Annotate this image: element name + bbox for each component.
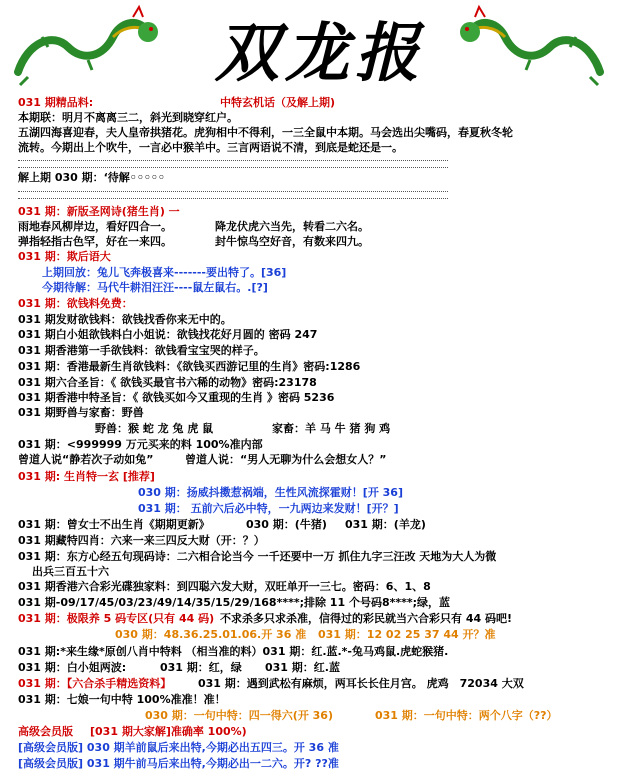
yuqian-line: 031 期白小姐欲钱料白小姐说：欲钱找花好月圆的 密码 247 — [18, 328, 318, 341]
yuqian-line: 031 期六合圣旨：《 欲钱买最官书六稀的动物》密码:23178 — [18, 376, 317, 389]
neibu-line: 031 期：<999999 万元买来的料 100%准内部 — [18, 438, 263, 451]
xiehouyu-last: 上期回放：兔儿飞奔极喜来-------要出特了。[36] — [42, 266, 287, 279]
zeng-label: 031 期：曾女士不出生肖《期期更新》 — [18, 518, 210, 531]
bailiangbo-label: 031 期：白小姐两波: — [18, 661, 127, 674]
line-poem-2: 流转。今期出上个吹牛，一言必中猴羊中。三言两语说不清，到底是蛇还是一。 — [18, 141, 403, 154]
yuqian-line: 031 期香港第一手欲钱料：欲钱看宝宝哭的样子。 — [18, 344, 265, 357]
left-dragon-icon — [8, 2, 158, 92]
xinjing-line: 031 期：东方心经五句现码诗：二六相合论当今 一千还要中一万 抓住九字三汪改 天地为大人为微 — [18, 550, 497, 563]
poem-line-1: 雨地春风柳岸边，看好四合一。 — [18, 220, 172, 233]
yuqian-line: 031 期发财欲钱料：欲钱找香你来无中的。 — [18, 313, 232, 326]
poem-line-4: 封牛惊鸟空好音，有数来四九。 — [215, 235, 369, 248]
section-jingpin-label: 031 期精品料: — [18, 96, 94, 109]
jixian-030: 030 期：48.36.25.01.06.开 36 准 — [115, 628, 307, 641]
right-dragon-icon — [460, 2, 610, 92]
line-jie-shangqi: 解上期 030 期：‘待解◦◦◦◦◦ — [18, 171, 165, 184]
line-couplet: 本期联：明月不离离三二，斜光到晓穿红户。 — [18, 111, 238, 124]
shashou-title: 031 期：【六合杀手精选资料】 — [18, 677, 172, 690]
zengdaoren-1: 曾道人说“静若次子动如兔” — [18, 453, 154, 466]
cangte-line: 031 期藏特四肖：六来一来三四反大财（开：？） — [18, 534, 265, 547]
divider — [18, 191, 448, 199]
divider — [18, 160, 448, 168]
texuan-last: 030 期：扬威抖擞惹祸端，生性风流探霍财！[开 36] — [138, 486, 403, 499]
page-title — [160, 14, 480, 94]
jixian-031: 031 期：12 02 25 37 44 开？准 — [318, 628, 496, 641]
section-texuan-title: 031 期: 生肖特一玄 [推荐] — [18, 470, 155, 483]
xinjing-line-2: 出兵三百五十六 — [32, 565, 109, 578]
bailiangbo-1: 031 期：红，绿 — [160, 661, 242, 674]
poem-line-3: 弹指轻指古色罕，好在一来四。 — [18, 235, 172, 248]
zeng-031: 031 期：(羊龙) — [345, 518, 426, 531]
xiehouyu-current: 今期待解：马代牛耕泪汪汪----鼠左鼠右。.[?] — [42, 281, 268, 294]
zengdaoren-2: 曾道人说：“男人无聊为什么会想女人？” — [185, 453, 387, 466]
texuan-current: 031 期： 五前六后必中特，一九两边来发财！[开？] — [138, 502, 399, 515]
bailiangbo-2: 031 期：红.蓝 — [265, 661, 340, 674]
vip-label: 高级会员版 — [18, 725, 73, 738]
section-yuqian-title: 031 期：欲钱料免费： — [18, 297, 133, 310]
yiju-030: 030 期：一句中特：四一得六(开 36) — [145, 709, 333, 722]
poem-line-2: 降龙伏虎六当先，转看二六名。 — [215, 220, 369, 233]
vip-031: [高级会员版] 031 期牛前马后来出特,今期必出一二六。开? ??准 — [18, 757, 339, 770]
yuqian-line: 031 期香港中特圣旨：《 欲钱买如今又重现的生肖 》密码 5236 — [18, 391, 335, 404]
vip-dajiajie: [031 期大家解]准确率 100%) — [90, 725, 247, 738]
section-zhongte-title: 中特玄机话（及解上期) — [220, 96, 336, 109]
shashou-line: 031 期：遇到武松有麻烦，两耳长长住月宫。 虎鸡 72034 大双 — [198, 677, 524, 690]
section-jixian-title: 031 期：极限养 5 码专区(只有 44 码) — [18, 612, 215, 625]
section-xiehouyu-title: 031 期：欺后语大 — [18, 250, 111, 263]
section-shengwang-title: 031 期：新版圣网诗(猪生肖) 一 — [18, 205, 180, 218]
zeng-030: 030 期：(牛猪) — [246, 518, 327, 531]
qiniang-line: 031 期：七娘一句中特 100%准准！准！ — [18, 693, 226, 706]
yeshou-jiachu-title: 031 期野兽与家畜：野兽 — [18, 406, 144, 419]
jixian-note: 不求杀多只求杀准，信得过的彩民就当六合彩只有 44 码吧! — [220, 612, 512, 625]
vip-030: [高级会员版] 030 期羊前鼠后来出特,今期必出五四三。开 36 准 — [18, 741, 339, 754]
paichu-line: 031 期-09/17/45/03/23/49/14/35/15/29/168****;排除 11 个号码8****;绿，蓝 — [18, 596, 451, 609]
title-text: 双龙报 — [215, 16, 425, 91]
guangdie-line: 031 期香港六合彩光碟独家料：到四聪六发大财，双旺单开一三七。密码：6、1、8 — [18, 580, 431, 593]
yiju-031: 031 期：一句中特：两个八字（??） — [375, 709, 558, 722]
jiachu-list: 家畜：羊 马 牛 猪 狗 鸡 — [272, 422, 391, 435]
laishengyuan-line: 031 期:*来生缘*原创八肖中特料 （相当准的料）031 期：红.蓝.*-兔马鸡鼠.虎蛇猴猪. — [18, 645, 449, 658]
yuqian-line: 031 期：香港最新生肖欲钱料：《欲钱买西游记里的生肖》密码:1286 — [18, 360, 361, 373]
line-poem-1: 五湖四海喜迎春，夫人皇帝拱猪花。虎狗相中不得利，一三全鼠中本期。马会选出尖嘴码，春夏秋冬轮 — [18, 126, 513, 139]
yeshou-list: 野兽：猴 蛇 龙 兔 虎 鼠 — [95, 422, 214, 435]
